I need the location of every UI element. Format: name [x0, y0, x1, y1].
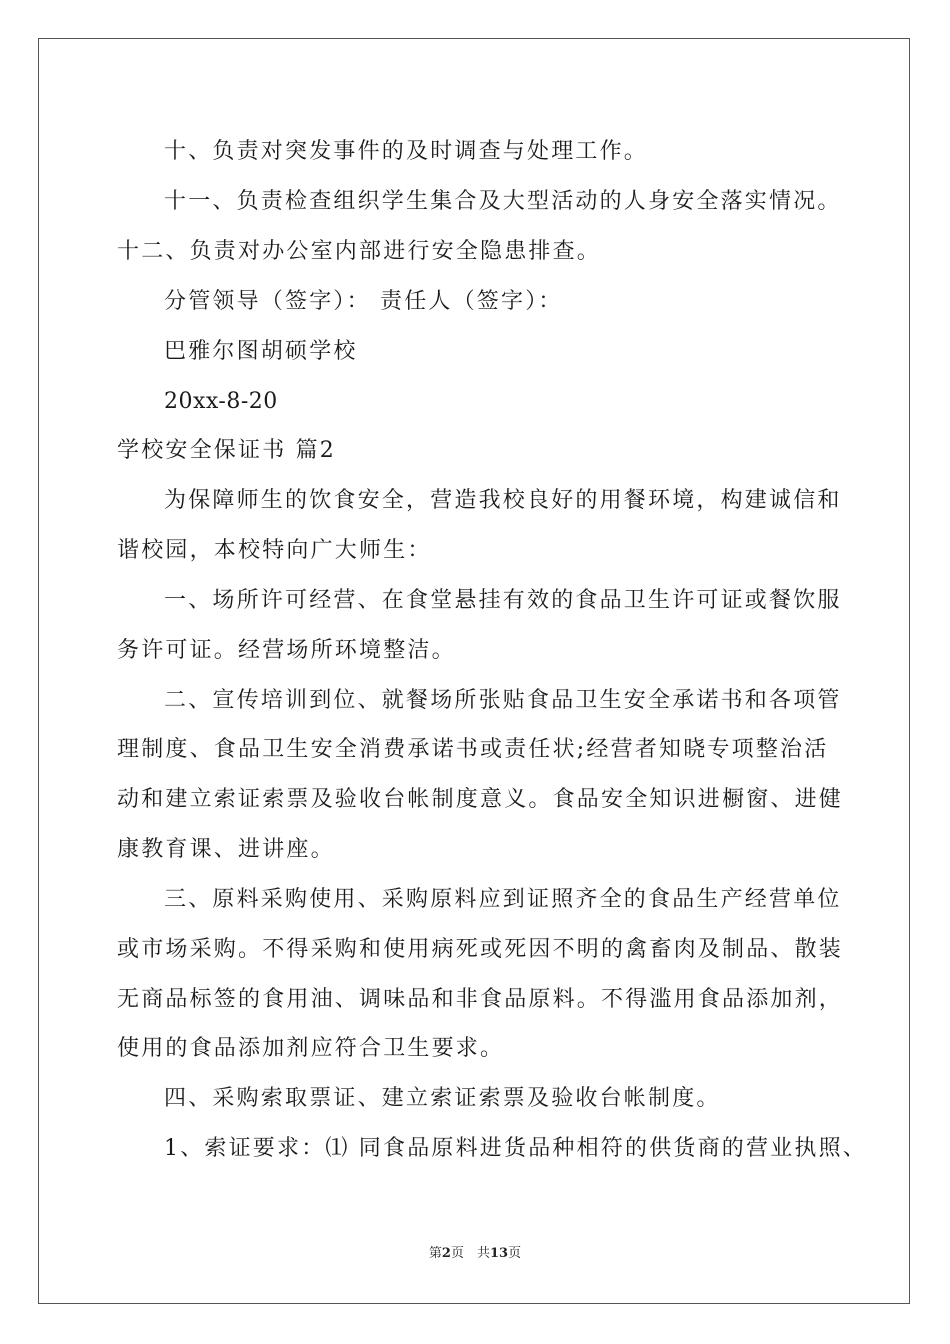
- text-line: 无商品标签的食用油、调味品和非食品原料。不得滥用食品添加剂，: [117, 987, 844, 1012]
- text-line: 十、负责对突发事件的及时调查与处理工作。: [164, 139, 649, 164]
- text-line: 十一、负责检查组织学生集合及大型活动的人身安全落实情况。: [164, 189, 842, 214]
- text-line: 为保障师生的饮食安全，营造我校良好的用餐环境，构建诚信和: [164, 488, 842, 513]
- signature-line: 分管领导（签字）： 责任人（签字）：: [164, 289, 563, 314]
- text-line: 十二、负责对办公室内部进行安全隐患排查。: [117, 239, 602, 264]
- text-line: 四、采购索取票证、建立索证索票及验收台帐制度。: [164, 1086, 721, 1111]
- document-date: 20xx-8-20: [164, 389, 278, 414]
- text-line: 动和建立索证索票及验收台帐制度意义。食品安全知识进橱窗、进健: [117, 787, 844, 812]
- text-line: 理制度、食品卫生安全消费承诺书或责任状;经营者知晓专项整治活: [117, 737, 829, 762]
- text-line: 康教育课、进讲座。: [117, 837, 335, 862]
- page-current: 2: [441, 1246, 451, 1261]
- page-mid: 页 共: [450, 1246, 490, 1261]
- page-total: 13: [489, 1246, 509, 1261]
- text-line: 三、原料采购使用、采购原料应到证照齐全的食品生产经营单位: [164, 887, 842, 912]
- text-line: 谐校园，本校特向广大师生：: [117, 538, 432, 563]
- text-line: 使用的食品添加剂应符合卫生要求。: [117, 1036, 505, 1061]
- page-prefix: 第: [428, 1246, 442, 1261]
- page-suffix: 页: [508, 1246, 522, 1261]
- page-footer: [0, 1246, 950, 1262]
- text-line: 二、宣传培训到位、就餐场所张贴食品卫生安全承诺书和各项管: [164, 688, 842, 713]
- text-line: 或市场采购。不得采购和使用病死或死因不明的禽畜肉及制品、散装: [117, 937, 844, 962]
- text-line: 务许可证。经营场所环境整洁。: [117, 638, 456, 663]
- section-heading: 学校安全保证书 篇2: [117, 438, 336, 463]
- school-name: 巴雅尔图胡硕学校: [164, 339, 358, 364]
- page-frame: [38, 38, 910, 1304]
- text-line: 1、索证要求：⑴ 同食品原料进货品种相符的供货商的营业执照、: [164, 1136, 867, 1161]
- text-line: 一、场所许可经营、在食堂悬挂有效的食品卫生许可证或餐饮服: [164, 588, 842, 613]
